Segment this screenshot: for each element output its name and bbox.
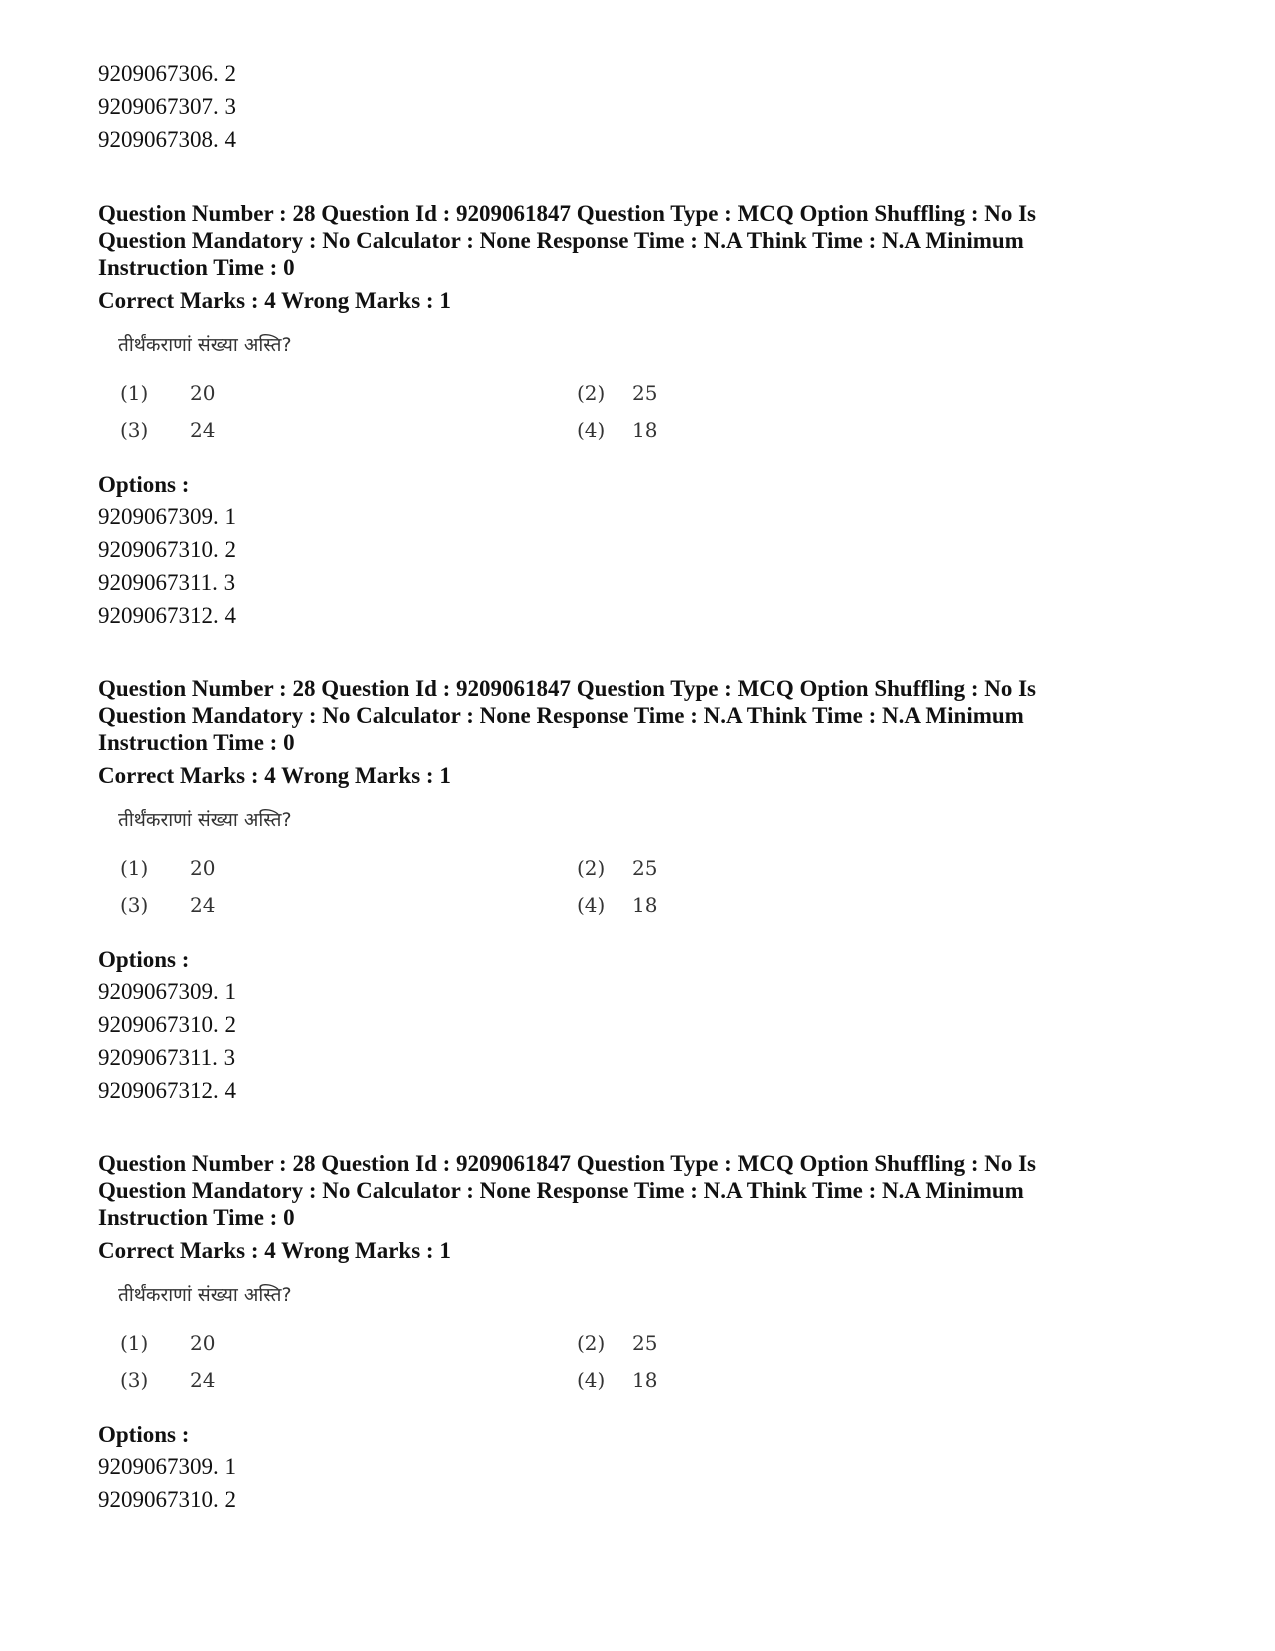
choice-value: 25 — [632, 1331, 658, 1355]
option-line: 9209067309. 1 — [98, 504, 236, 529]
choice-value: 24 — [190, 1368, 216, 1392]
choice-number: (4) — [577, 893, 606, 917]
question-text: तीर्थंकराणां संख्या अस्ति? — [118, 1284, 292, 1306]
question-header-line-3: Instruction Time : 0 — [98, 255, 295, 280]
options-label: Options : — [98, 1422, 190, 1447]
question-header-line-3: Instruction Time : 0 — [98, 1205, 295, 1230]
option-line: 9209067308. 4 — [98, 127, 236, 152]
option-line: 9209067310. 2 — [98, 537, 236, 562]
choice-value: 24 — [190, 418, 216, 442]
options-label: Options : — [98, 947, 190, 972]
option-line: 9209067309. 1 — [98, 1454, 236, 1479]
choice-number: (2) — [577, 856, 606, 880]
choice-number: (4) — [577, 418, 606, 442]
choice-number: (3) — [120, 418, 149, 442]
choice-value: 20 — [190, 381, 216, 405]
option-line: 9209067310. 2 — [98, 1487, 236, 1512]
option-line: 9209067311. 3 — [98, 570, 236, 595]
option-line: 9209067312. 4 — [98, 603, 236, 628]
marks-line: Correct Marks : 4 Wrong Marks : 1 — [98, 1238, 451, 1263]
choice-number: (4) — [577, 1368, 606, 1392]
question-header-line-3: Instruction Time : 0 — [98, 730, 295, 755]
question-header-line-1: Question Number : 28 Question Id : 9209061847 Question Type : MCQ Option Shuffling : No Is — [98, 676, 1037, 701]
question-text: तीर्थंकराणां संख्या अस्ति? — [118, 809, 292, 831]
question-header-line-1: Question Number : 28 Question Id : 9209061847 Question Type : MCQ Option Shuffling : No Is — [98, 201, 1037, 226]
choice-number: (2) — [577, 1331, 606, 1355]
choice-number: (3) — [120, 1368, 149, 1392]
choice-number: (1) — [120, 1331, 149, 1355]
choice-number: (3) — [120, 893, 149, 917]
choice-number: (1) — [120, 381, 149, 405]
choice-value: 25 — [632, 856, 658, 880]
option-line: 9209067311. 3 — [98, 1045, 236, 1070]
question-header-line-2: Question Mandatory : No Calculator : None Response Time : N.A Think Time : N.A Minimum — [98, 228, 1024, 253]
option-line: 9209067310. 2 — [98, 1012, 236, 1037]
question-header-line-2: Question Mandatory : No Calculator : None Response Time : N.A Think Time : N.A Minimum — [98, 1178, 1024, 1203]
choice-value: 18 — [632, 418, 658, 442]
choice-value: 25 — [632, 381, 658, 405]
options-label: Options : — [98, 472, 190, 497]
choice-value: 18 — [632, 1368, 658, 1392]
choice-value: 24 — [190, 893, 216, 917]
option-line: 9209067307. 3 — [98, 94, 236, 119]
question-header-line-2: Question Mandatory : No Calculator : None Response Time : N.A Think Time : N.A Minimum — [98, 703, 1024, 728]
option-line: 9209067309. 1 — [98, 979, 236, 1004]
marks-line: Correct Marks : 4 Wrong Marks : 1 — [98, 763, 451, 788]
choice-number: (2) — [577, 381, 606, 405]
choice-value: 18 — [632, 893, 658, 917]
option-line: 9209067306. 2 — [98, 61, 236, 86]
choice-number: (1) — [120, 856, 149, 880]
marks-line: Correct Marks : 4 Wrong Marks : 1 — [98, 288, 451, 313]
question-header-line-1: Question Number : 28 Question Id : 9209061847 Question Type : MCQ Option Shuffling : No Is — [98, 1151, 1037, 1176]
question-text: तीर्थंकराणां संख्या अस्ति? — [118, 334, 292, 356]
choice-value: 20 — [190, 1331, 216, 1355]
option-line: 9209067312. 4 — [98, 1078, 236, 1103]
choice-value: 20 — [190, 856, 216, 880]
